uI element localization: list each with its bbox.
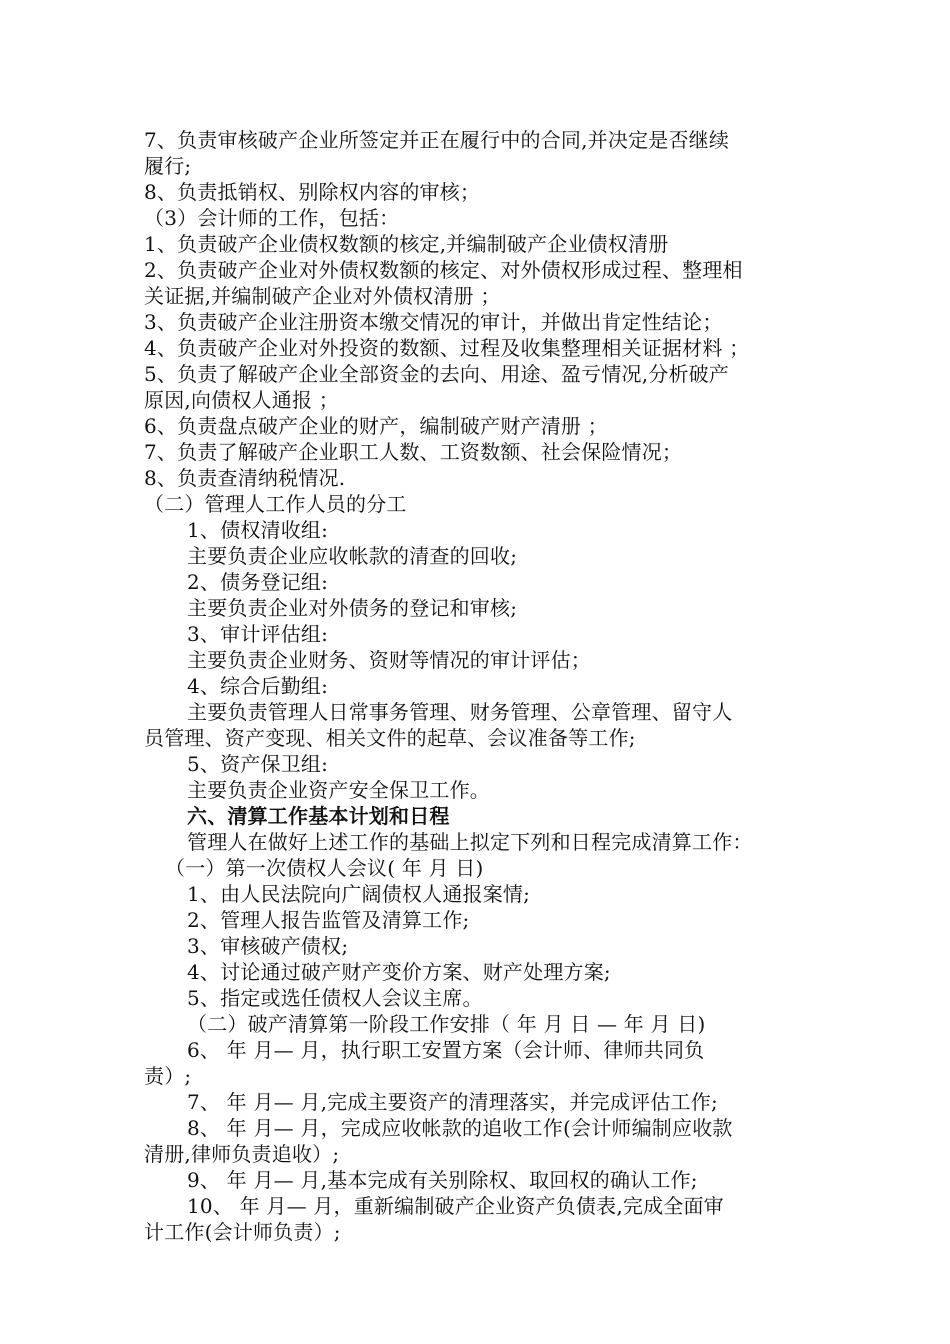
text-line: 员管理、资产变现、相关文件的起草、会议准备等工作; — [144, 726, 636, 750]
text-line: 2、负责破产企业对外债权数额的核定、对外债权形成过程、整理相 — [144, 258, 743, 282]
text-line: 5、负责了解破产企业全部资金的去向、用途、盈亏情况,分析破产 — [144, 362, 730, 386]
section-heading: （二）破产清算第一阶段工作安排（ 年 月 日 — 年 月 日) — [187, 1012, 706, 1036]
text-line: 关证据,并编制破产企业对外债权清册 ； — [144, 284, 501, 308]
group-heading: 2、债务登记组: — [187, 570, 329, 594]
text-line: 10、 年 月— 月，重新编制破产企业资产负债表,完成全面审 — [187, 1194, 724, 1218]
text-line: 2、管理人报告监管及清算工作; — [187, 908, 470, 932]
text-line: 9、 年 月— 月,基本完成有关别除权、取回权的确认工作; — [187, 1168, 698, 1192]
text-line: 责）; — [144, 1064, 192, 1088]
text-line: 8、负责抵销权、别除权内容的审核； — [144, 180, 481, 204]
text-line: 3、负责破产企业注册资本缴交情况的审计，并做出肯定性结论； — [144, 310, 723, 334]
chapter-heading: 六、清算工作基本计划和日程 — [187, 804, 450, 828]
text-line: 8、负责查清纳税情况. — [144, 466, 346, 490]
section-heading: （二）管理人工作人员的分工 — [144, 492, 407, 516]
text-line: 主要负责管理人日常事务管理、财务管理、公章管理、留守人 — [187, 700, 733, 724]
text-line: 管理人在做好上述工作的基础上拟定下列和日程完成清算工作： — [187, 830, 753, 854]
text-line: 计工作(会计师负责）; — [144, 1220, 341, 1244]
text-line: 主要负责企业财务、资财等情况的审计评估； — [187, 648, 591, 672]
text-line: 主要负责企业资产安全保卫工作。 — [187, 778, 490, 802]
text-line: 6、 年 月— 月，执行职工安置方案（会计师、律师共同负 — [187, 1038, 705, 1062]
text-line: 原因,向债权人通报 ； — [144, 388, 339, 412]
text-line: 4、负责破产企业对外投资的数额、过程及收集整理相关证据材料 ； — [144, 336, 750, 360]
group-heading: 3、审计评估组: — [187, 622, 329, 646]
text-line: 清册,律师负责追收）; — [144, 1142, 340, 1166]
text-line: 主要负责企业对外债务的登记和审核; — [187, 596, 518, 620]
text-line: 6、负责盘点破产企业的财产，编制破产财产清册 ； — [144, 414, 608, 438]
text-line: 1、负责破产企业债权数额的核定,并编制破产企业债权清册 — [144, 232, 669, 256]
text-line: 3、审核破产债权; — [187, 934, 349, 958]
section-heading: （3）会计师的工作，包括： — [144, 206, 400, 230]
text-line: 7、负责审核破产企业所签定并正在履行中的合同,并决定是否继续 — [144, 128, 730, 152]
text-line: 1、由人民法院向广阔债权人通报案情; — [187, 882, 531, 906]
text-line: 4、讨论通过破产财产变价方案、财产处理方案; — [187, 960, 611, 984]
group-heading: 1、债权清收组: — [187, 518, 329, 542]
section-heading: （一）第一次债权人会议( 年 月 日) — [165, 856, 484, 880]
group-heading: 4、综合后勤组: — [187, 674, 329, 698]
text-line: 5、指定或选任债权人会议主席。 — [187, 986, 483, 1010]
group-heading: 5、资产保卫组: — [187, 752, 329, 776]
text-line: 7、 年 月— 月,完成主要资产的清理落实，并完成评估工作; — [187, 1090, 718, 1114]
text-line: 8、 年 月— 月，完成应收帐款的追收工作(会计师编制应收款 — [187, 1116, 733, 1140]
text-line: 7、负责了解破产企业职工人数、工资数额、社会保险情况； — [144, 440, 683, 464]
text-line: 履行; — [144, 154, 192, 178]
text-line: 主要负责企业应收帐款的清查的回收; — [187, 544, 518, 568]
